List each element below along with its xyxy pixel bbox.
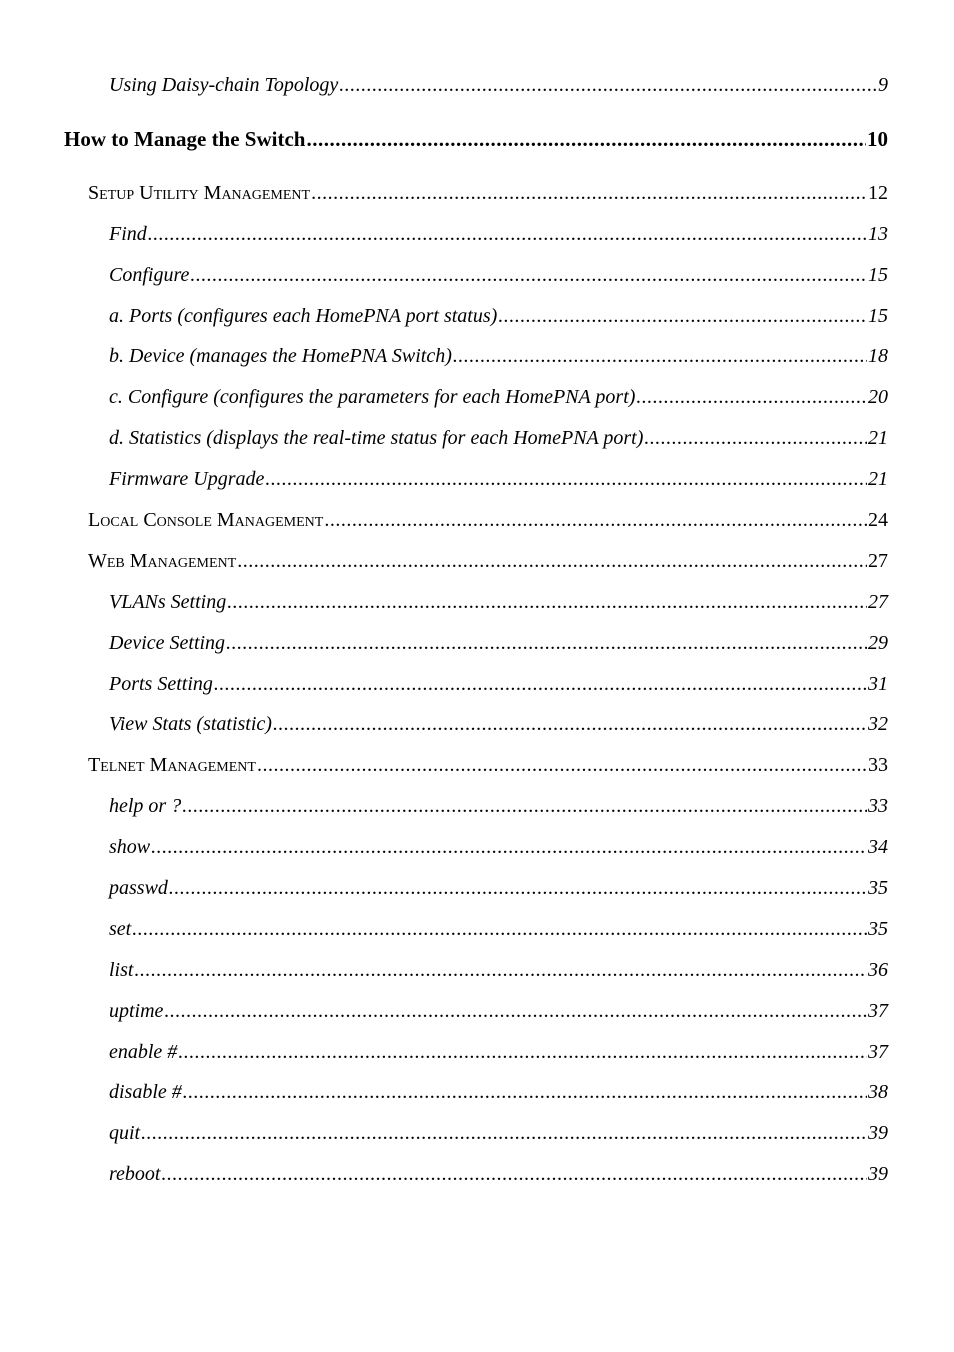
dot-leader <box>498 301 867 331</box>
dot-leader <box>151 832 867 862</box>
toc-entry-enable[interactable] <box>109 1037 888 1067</box>
toc-entry-configure[interactable] <box>109 260 888 290</box>
toc-entry-title: Telnet Management <box>88 754 256 776</box>
toc-entry-title: set <box>109 918 132 940</box>
toc-entry-page: 10 <box>867 127 888 151</box>
dot-leader <box>183 1077 867 1107</box>
toc-entry-help[interactable] <box>109 791 888 821</box>
toc-entry-title: reboot <box>109 1163 161 1185</box>
toc-entry-quit[interactable] <box>109 1118 888 1148</box>
toc-entry-web-management[interactable] <box>88 546 888 576</box>
toc-entry-firmware-upgrade[interactable] <box>109 464 888 494</box>
dot-leader <box>324 505 867 535</box>
toc-entry-page: 33 <box>868 754 888 776</box>
dot-leader <box>164 996 867 1026</box>
toc-entry-title: uptime <box>109 1000 164 1022</box>
dot-leader <box>265 464 867 494</box>
toc-entry-page: 15 <box>868 264 888 286</box>
toc-entry-title: list <box>109 959 134 981</box>
toc-entry-find[interactable] <box>109 219 888 249</box>
dot-leader <box>226 628 867 658</box>
toc-entry-title: VLANs Setting <box>109 591 227 613</box>
toc-entry-page: 15 <box>868 305 888 327</box>
dot-leader <box>178 1037 867 1067</box>
toc-entry-vlans-setting[interactable] <box>109 587 888 617</box>
toc-entry-list[interactable] <box>109 955 888 985</box>
toc-entry-page: 39 <box>868 1122 888 1144</box>
toc-entry-page: 21 <box>868 427 888 449</box>
toc-entry-title: Ports Setting <box>109 673 213 695</box>
dot-leader <box>306 124 866 154</box>
toc-entry-title: passwd <box>109 877 168 899</box>
toc-entry-title: Device Setting <box>109 632 226 654</box>
toc-entry-page: 38 <box>868 1081 888 1103</box>
toc-entry-how-to-manage-the-switch[interactable] <box>64 124 888 154</box>
toc-entry-page: 37 <box>868 1041 888 1063</box>
toc-entry-using-daisy-chain-topology[interactable] <box>109 70 888 100</box>
dot-leader <box>339 70 877 100</box>
toc-entry-page: 39 <box>868 1163 888 1185</box>
toc-entry-title: c. Configure (configures the parameters for each HomePNA port) <box>109 386 636 408</box>
dot-leader <box>453 341 867 371</box>
toc-entry-title: enable # <box>109 1041 178 1063</box>
toc-entry-page: 9 <box>878 74 888 96</box>
toc-entry-title: Using Daisy-chain Topology <box>109 74 339 96</box>
toc-entry-title: b. Device (manages the HomePNA Switch) <box>109 345 452 367</box>
dot-leader <box>257 750 867 780</box>
toc-entry-page: 37 <box>868 1000 888 1022</box>
toc-entry-title: How to Manage the Switch <box>64 127 306 151</box>
toc-entry-uptime[interactable] <box>109 996 888 1026</box>
toc-entry-page: 36 <box>868 959 888 981</box>
toc-entry-page: 35 <box>868 877 888 899</box>
toc-entry-setup-utility-management[interactable] <box>88 178 888 208</box>
toc-entry-title: Find <box>109 223 147 245</box>
toc-entry-local-console-management[interactable] <box>88 505 888 535</box>
dot-leader <box>161 1159 867 1189</box>
toc-entry-page: 33 <box>868 795 888 817</box>
toc-entry-title: d. Statistics (displays the real-time status for each HomePNA port) <box>109 427 644 449</box>
toc-entry-title: help or ? <box>109 795 182 817</box>
toc-entry-page: 18 <box>868 345 888 367</box>
toc-entry-page: 27 <box>868 550 888 572</box>
dot-leader <box>190 260 867 290</box>
toc-entry-title: a. Ports (configures each HomePNA port status) <box>109 305 498 327</box>
toc-entry-page: 35 <box>868 918 888 940</box>
toc-entry-page: 13 <box>868 223 888 245</box>
toc-entry-set[interactable] <box>109 914 888 944</box>
toc-entry-title: quit <box>109 1122 141 1144</box>
toc-entry-statistics[interactable] <box>109 423 888 453</box>
toc-entry-page: 24 <box>868 509 888 531</box>
toc-entry-title: Setup Utility Management <box>88 182 311 204</box>
toc-entry-reboot[interactable] <box>109 1159 888 1189</box>
toc-entry-page: 32 <box>868 713 888 735</box>
toc-entry-title: show <box>109 836 151 858</box>
dot-leader <box>169 873 867 903</box>
toc-entry-page: 31 <box>868 673 888 695</box>
toc-entry-page: 27 <box>868 591 888 613</box>
toc-entry-disable[interactable] <box>109 1077 888 1107</box>
toc-entry-configure-parameters[interactable] <box>109 382 888 412</box>
toc-entry-title: Local Console Management <box>88 509 324 531</box>
toc-entry-title: disable # <box>109 1081 182 1103</box>
toc-entry-title: Web Management <box>88 550 237 572</box>
dot-leader <box>141 1118 867 1148</box>
toc-entry-passwd[interactable] <box>109 873 888 903</box>
dot-leader <box>644 423 867 453</box>
dot-leader <box>237 546 867 576</box>
toc-entry-ports-setting[interactable] <box>109 669 888 699</box>
toc-entry-page: 21 <box>868 468 888 490</box>
dot-leader <box>311 178 867 208</box>
dot-leader <box>214 669 867 699</box>
dot-leader <box>273 709 867 739</box>
toc-entry-view-stats[interactable] <box>109 709 888 739</box>
toc-entry-device[interactable] <box>109 341 888 371</box>
toc-entry-title: Configure <box>109 264 190 286</box>
toc-entry-device-setting[interactable] <box>109 628 888 658</box>
dot-leader <box>227 587 867 617</box>
toc-entry-ports[interactable] <box>109 301 888 331</box>
toc-entry-page: 20 <box>868 386 888 408</box>
dot-leader <box>148 219 867 249</box>
toc-entry-page: 29 <box>868 632 888 654</box>
toc-entry-page: 34 <box>868 836 888 858</box>
toc-entry-telnet-management[interactable] <box>88 750 888 780</box>
toc-entry-page: 12 <box>868 182 888 204</box>
toc-entry-title: Firmware Upgrade <box>109 468 265 490</box>
dot-leader <box>636 382 867 412</box>
dot-leader <box>132 914 867 944</box>
toc-entry-title: View Stats (statistic) <box>109 713 272 735</box>
dot-leader <box>182 791 867 821</box>
toc-entry-show[interactable] <box>109 832 888 862</box>
dot-leader <box>134 955 867 985</box>
